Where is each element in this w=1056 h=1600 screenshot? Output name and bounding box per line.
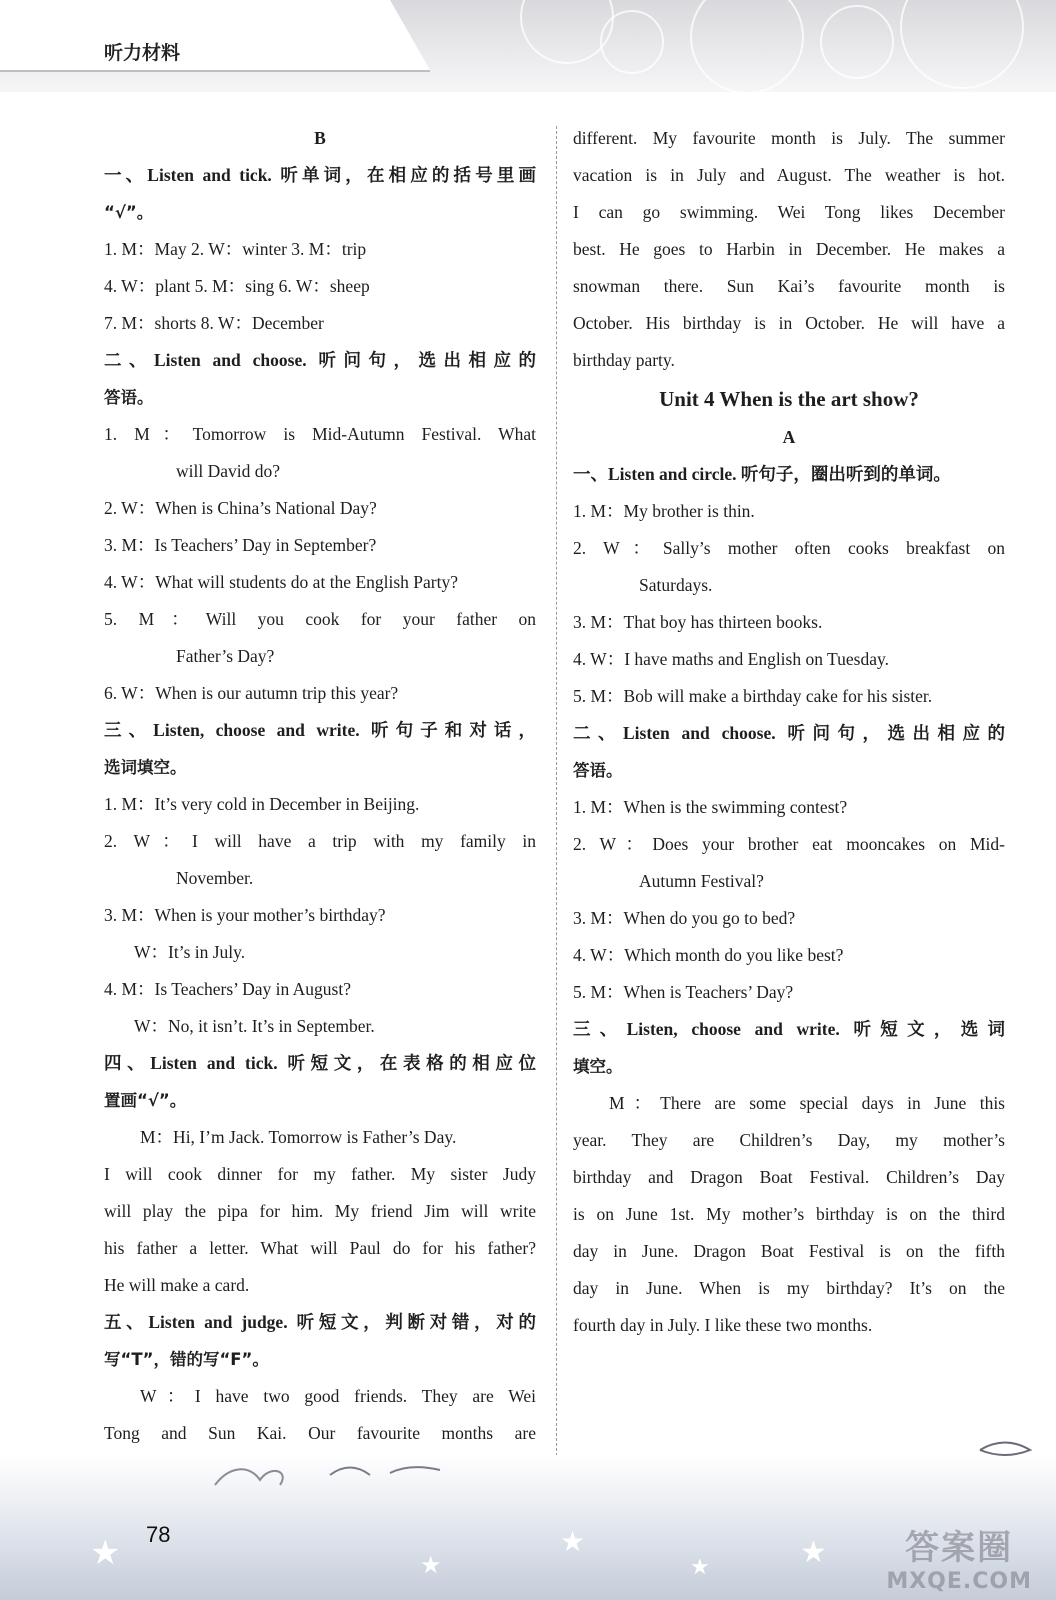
- left-column-line: 1. M：May 2. W：winter 3. M：trip: [104, 239, 367, 259]
- left-column-line: M：Hi, I’m Jack. Tomorrow is Father’s Day.: [140, 1127, 457, 1147]
- right-column-line: snowman there. Sun Kai’s favourite month is: [573, 276, 1005, 296]
- left-column-line: W：It’s in July.: [134, 942, 246, 962]
- star-icon: ★: [690, 1555, 710, 1580]
- right-column-line: 三、Listen, choose and write. 听短文，选词: [573, 1019, 1005, 1039]
- right-column-line: vacation is in July and August. The weather is hot.: [573, 165, 1005, 185]
- left-column-line: 答语。: [104, 388, 154, 407]
- left-column-line: 7. M：shorts 8. W：December: [104, 313, 324, 333]
- right-column-line: day in June. Dragon Boat Festival is on the fifth: [573, 1241, 1005, 1261]
- star-icon: ★: [560, 1525, 586, 1558]
- deco-circle: [690, 0, 804, 94]
- right-column-line: different. My favourite month is July. The summer: [573, 128, 1005, 148]
- left-column-line: 3. M：Is Teachers’ Day in September?: [104, 535, 377, 555]
- star-icon: ★: [800, 1535, 827, 1570]
- right-column-line: 填空。: [573, 1057, 623, 1076]
- left-column-line: I will cook dinner for my father. My sister Judy: [104, 1164, 536, 1184]
- right-column-line: 3. M：When do you go to bed?: [573, 908, 796, 928]
- watermark-en: MXQE.COM: [886, 1569, 1032, 1594]
- right-column-line: 5. M：Bob will make a birthday cake for his sister.: [573, 686, 933, 706]
- left-column-line: 4. M：Is Teachers’ Day in August?: [104, 979, 351, 999]
- butterfly-vine-icon: [210, 1455, 450, 1495]
- left-column-line: 写“T”，错的写“F”。: [104, 1350, 269, 1369]
- left-column-line: Father’s Day?: [176, 646, 275, 666]
- right-column-line: best. He goes to Harbin in December. He makes a: [573, 239, 1005, 259]
- left-column-line: 三、Listen, choose and write. 听句子和对话，: [104, 720, 536, 740]
- right-column-line: Saturdays.: [639, 575, 713, 595]
- right-column-line: Unit 4 When is the art show?: [659, 387, 919, 411]
- left-column-line: Tong and Sun Kai. Our favourite months are: [104, 1423, 536, 1443]
- right-column-line: Autumn Festival?: [639, 871, 764, 891]
- page-number: 78: [146, 1522, 171, 1547]
- deco-circle: [820, 5, 894, 79]
- right-column-line: 4. W：I have maths and English on Tuesday.: [573, 649, 889, 669]
- left-column-line: 2. W：I will have a trip with my family in: [104, 831, 536, 851]
- deco-circle: [520, 0, 614, 64]
- right-column-line: 3. M：That boy has thirteen books.: [573, 612, 823, 632]
- left-column-line: 4. W：plant 5. M：sing 6. W：sheep: [104, 276, 370, 296]
- right-column-line: fourth day in July. I like these two months.: [573, 1315, 873, 1335]
- left-column-line: will David do?: [176, 461, 281, 481]
- left-column-line: 6. W：When is our autumn trip this year?: [104, 683, 399, 703]
- right-column-line: birthday party.: [573, 350, 675, 370]
- right-column-line: 1. M：When is the swimming contest?: [573, 797, 848, 817]
- right-column-line: birthday and Dragon Boat Festival. Children’s Day: [573, 1167, 1005, 1187]
- right-column-line: is on June 1st. My mother’s birthday is on the third: [573, 1204, 1005, 1224]
- right-column-line: A: [782, 427, 796, 447]
- star-icon: ★: [90, 1533, 121, 1573]
- deco-circle: [600, 10, 664, 74]
- right-column-line: 一、Listen and circle. 听句子，圈出听到的单词。: [573, 464, 951, 484]
- left-column-line: November.: [176, 868, 254, 888]
- left-column-line: “√”。: [104, 203, 154, 222]
- watermark-cn: 答案圈: [905, 1528, 1014, 1568]
- column-divider: [556, 126, 557, 1456]
- left-column-line: 四、Listen and tick. 听短文，在表格的相应位: [104, 1053, 536, 1073]
- right-column-line: 二、Listen and choose. 听问句，选出相应的: [573, 723, 1005, 743]
- left-column-line: 置画“√”。: [104, 1091, 187, 1110]
- right-column-line: year. They are Children’s Day, my mother’s: [573, 1130, 1005, 1150]
- left-column-line: 选词填空。: [104, 758, 187, 777]
- left-column-line: 1. M：It’s very cold in December in Beijing.: [104, 794, 420, 814]
- left-column-line: He will make a card.: [104, 1275, 250, 1295]
- left-column-line: 5. M：Will you cook for your father on: [104, 609, 536, 629]
- header-title: 听力材料: [104, 42, 181, 64]
- right-column-line: 2. W：Does your brother eat mooncakes on Mid-: [573, 834, 1005, 854]
- left-column-line: 二、Listen and choose. 听问句，选出相应的: [104, 350, 536, 370]
- right-column-line: 2. W：Sally’s mother often cooks breakfast on: [573, 538, 1005, 558]
- left-column-line: his father a letter. What will Paul do for his father?: [104, 1238, 536, 1258]
- left-column-line: 2. W：When is China’s National Day?: [104, 498, 377, 518]
- left-column-line: 一、Listen and tick. 听单词，在相应的括号里画: [104, 165, 536, 185]
- right-column-line: 5. M：When is Teachers’ Day?: [573, 982, 794, 1002]
- left-column-line: W：No, it isn’t. It’s in September.: [134, 1016, 375, 1036]
- left-column-line: 1. M：Tomorrow is Mid-Autumn Festival. What: [104, 424, 536, 444]
- right-column: [573, 120, 1005, 1344]
- leaf-icon: [975, 1435, 1035, 1465]
- header-tab: [0, 0, 430, 70]
- right-column-line: 1. M：My brother is thin.: [573, 501, 755, 521]
- left-column-line: W：I have two good friends. They are Wei: [140, 1386, 536, 1406]
- right-column-line: 4. W：Which month do you like best?: [573, 945, 844, 965]
- left-column: [104, 120, 536, 1452]
- right-column-line: day in June. When is my birthday? It’s on the: [573, 1278, 1005, 1298]
- left-column-line: 五、Listen and judge. 听短文，判断对错，对的: [104, 1312, 536, 1332]
- header-underline: [0, 70, 430, 72]
- left-column-line: will play the pipa for him. My friend Jim will write: [104, 1201, 536, 1221]
- star-icon: ★: [420, 1551, 442, 1579]
- left-column-line: B: [314, 128, 326, 148]
- deco-circle: [900, 0, 1024, 89]
- left-column-line: 4. W：What will students do at the English Party?: [104, 572, 458, 592]
- right-column-line: I can go swimming. Wei Tong likes December: [573, 202, 1005, 222]
- right-column-line: M：There are some special days in June this: [609, 1093, 1005, 1113]
- right-column-line: 答语。: [573, 761, 623, 780]
- right-column-line: October. His birthday is in October. He will have a: [573, 313, 1005, 333]
- watermark: [886, 1520, 1032, 1594]
- left-column-line: 3. M：When is your mother’s birthday?: [104, 905, 386, 925]
